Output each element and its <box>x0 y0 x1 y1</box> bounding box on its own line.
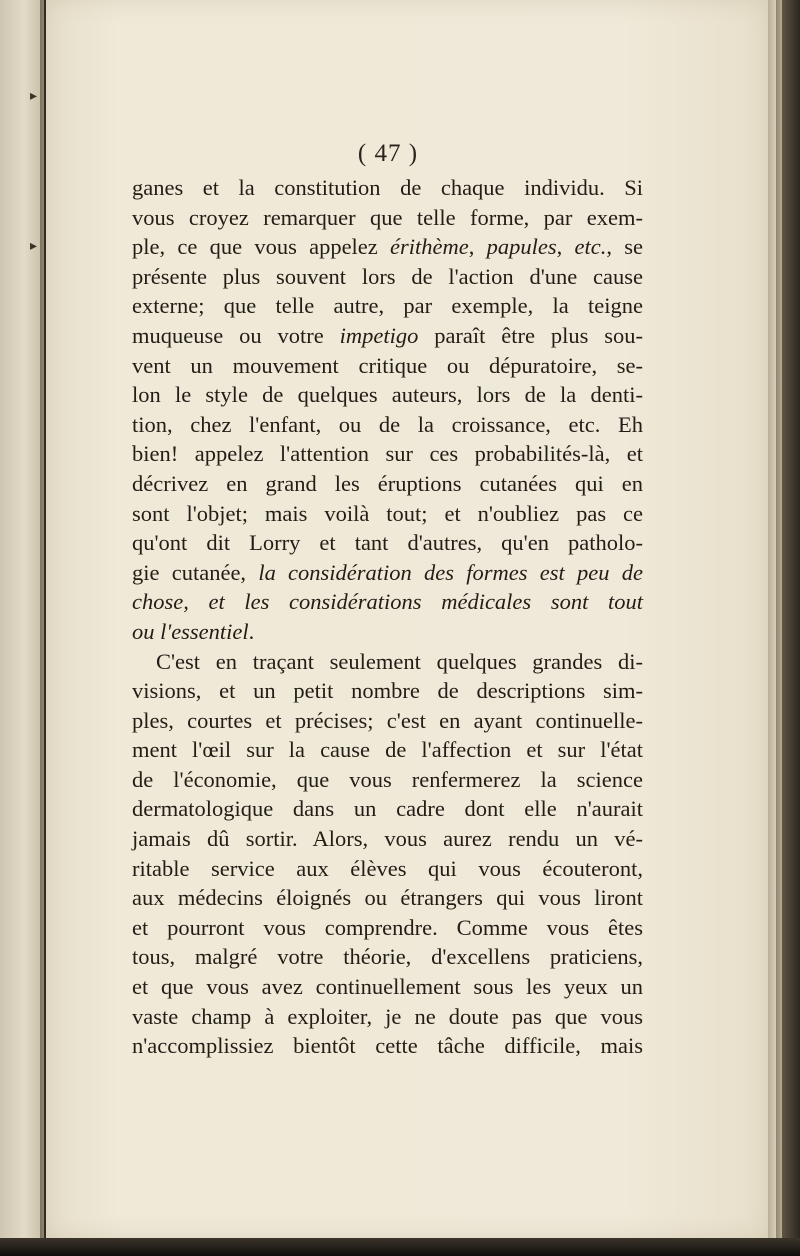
text-segment: . <box>248 618 255 644</box>
italic-segment: papules <box>486 234 557 260</box>
text-line <box>132 587 643 617</box>
text-line <box>132 617 643 647</box>
italic-segment: érithème <box>390 234 469 260</box>
italic-segment: ou l'essentiel <box>132 618 249 644</box>
text-line: vous croyez remarquer que telle forme, par exem- <box>132 204 643 230</box>
text-line: tous, malgré votre théorie, d'excellens praticiens, <box>132 944 643 970</box>
text-line: ples, courtes et précises; c'est en ayant continuelle- <box>132 707 643 733</box>
text-line: lon le style de quelques auteurs, lors de la denti- <box>132 382 643 408</box>
text-segment: , <box>556 234 575 260</box>
text-line: n'accomplissiez bientôt cette tâche difficile, mais <box>132 1033 643 1059</box>
scan-background <box>0 1238 800 1256</box>
page-edge <box>768 0 776 1248</box>
text-line: sont l'objet; mais voilà tout; et n'oubliez pas ce <box>132 500 643 526</box>
text-segment: , se <box>606 234 644 260</box>
text-line: ganes et la constitution de chaque individu. Si <box>132 175 643 200</box>
italic-segment: chose, et les considérations médicales sont tout <box>132 589 643 615</box>
text-line <box>132 321 643 351</box>
text-line <box>132 558 643 588</box>
text-line: visions, et un petit nombre de descriptions sim- <box>132 678 643 704</box>
text-line: tion, chez l'enfant, ou de la croissance, etc. Eh <box>132 411 643 437</box>
text-line: qu'ont dit Lorry et tant d'autres, qu'en patholo- <box>132 530 643 556</box>
text-segment: muqueuse ou votre <box>132 322 340 348</box>
text-line: décrivez en grand les éruptions cutanées qui en <box>132 470 643 496</box>
text-line: aux médecins éloignés ou étrangers qui vous liront <box>132 885 643 911</box>
book-cover-edge <box>782 0 800 1248</box>
text-line: de l'économie, que vous renfermerez la science <box>132 766 643 792</box>
text-segment: ple, ce que vous appelez <box>132 234 391 260</box>
text-line: jamais dû sortir. Alors, vous aurez rendu un vé- <box>132 826 643 852</box>
text-line: et pourront vous comprendre. Comme vous êtes <box>132 914 643 940</box>
facing-page-edge <box>0 0 44 1244</box>
italic-segment: la considération des formes est peu de <box>258 559 643 585</box>
text-line: ment l'œil sur la cause de l'affection et sur l'état <box>132 737 643 763</box>
text-line: dermatologique dans un cadre dont elle n'aurait <box>132 796 643 822</box>
text-line: vaste champ à exploiter, je ne doute pas que vous <box>132 1003 643 1029</box>
text-segment: , <box>468 234 487 260</box>
page-number: ( 47 ) <box>357 140 419 167</box>
italic-segment: etc. <box>574 234 607 260</box>
margin-mark: ▸ <box>30 239 38 254</box>
text-line: externe; que telle autre, par exemple, la teigne <box>132 293 643 319</box>
body-text <box>132 173 643 1061</box>
text-segment: gie cutanée, <box>132 559 259 585</box>
margin-mark: ▸ <box>30 89 38 104</box>
text-line: ritable service aux élèves qui vous écouteront, <box>132 855 643 881</box>
text-line: bien! appelez l'attention sur ces probabilités-là, et <box>132 441 643 467</box>
text-segment: paraît être plus sou- <box>418 322 643 348</box>
text-line: et que vous avez continuellement sous les yeux un <box>132 974 643 1000</box>
text-line: C'est en traçant seulement quelques grandes di- <box>156 648 643 674</box>
italic-segment: impetigo <box>339 322 419 348</box>
text-line <box>132 232 643 262</box>
text-line: vent un mouvement critique ou dépuratoire, se- <box>132 352 643 378</box>
text-line: présente plus souvent lors de l'action d'une cause <box>132 263 643 289</box>
